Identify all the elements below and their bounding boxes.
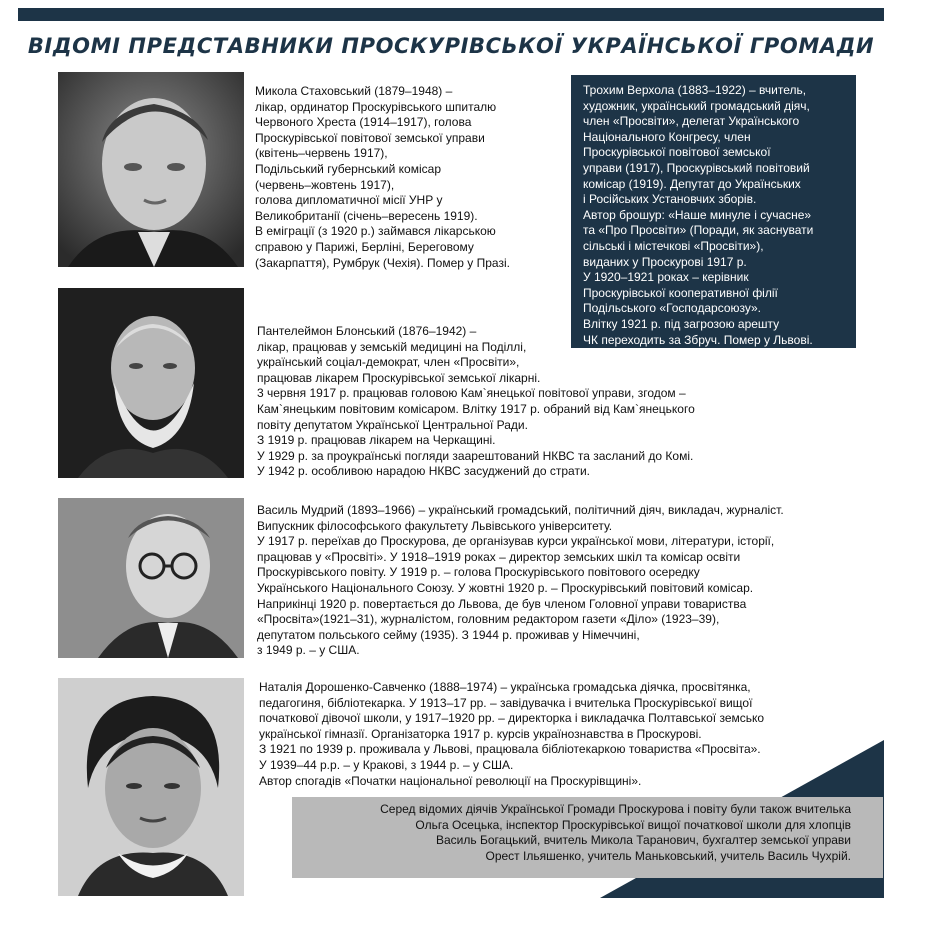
page-title: ВІДОМІ ПРЕДСТАВНИКИ ПРОСКУРІВСЬКОЇ УКРАЇНСЬКОЇ ГРОМАДИ bbox=[27, 34, 875, 58]
bio-text-4: Наталія Дорошенко-Савченко (1888–1974) – українська громадська діячка, просвітянка, педагогиня, бібліотекарка. У 1913–17 рр. – завідувачка і вчителька Проскурівської вищої початкової дівочої школи, у 1917–1920 рр. – директорка і викладачка Полтавської земсько української гімназії. Організаторка 1917 р. курсів українознавства в Проскурові. З 1921 по 1939 р. проживала у Львові, працювала бібліотекаркою товариства «Просвіта». У 1939–44 р.р. – у Кракові, з 1944 р. – у США. Автор спогадів «Початки національної революції на Проскурівщині». bbox=[259, 680, 765, 788]
bio-text-1: Микола Стаховський (1879–1948) – лікар, ординатор Проскурівського шпиталю Червоного Хреста (1914–1917), голова Проскурівської повітової земської управи (квітень–червень 1917), Подільський губернський комісар (червень–жовтень 1917), голова дипломатичної місії УНР у Великобританії (січень–вересень 1919). В еміграції (з 1920 р.) займався лікарською справою у Парижі, Берліні, Береговому (Закарпаття), Румбрук (Чехія). Помер у Празі. bbox=[255, 84, 510, 270]
portrait-photo-4 bbox=[58, 678, 244, 896]
top-banner-bar bbox=[18, 8, 884, 21]
portrait-photo-1 bbox=[58, 72, 244, 267]
bio-text-2: Пантелеймон Блонський (1876–1942) – лікар, працював у земській медицині на Поділлі, український соціал-демократ, член «Просвіти», працював лікарем Проскурівської земської лікарні. 3 червня 1917 р. працював головою Кам`янецької повітової управи, згодом – Кам`янецьким повітовим комісаром. Влітку 1917 р. обраний від Кам`янецького повіту депутатом Української Центральної Ради. З 1919 р. працював лікарем на Черкащині. У 1929 р. за проукраїнські погляди заарештований НКВС та засланий до Комі. У 1942 р. особливою нарадою НКВС засуджений до страти. bbox=[257, 324, 695, 479]
portrait-photo-2 bbox=[58, 288, 244, 478]
additional-members-text: Серед відомих діячів Української Громади Проскурова і повіту були також вчителька Ольга Осецька, інспектор Проскурівської вищої початкової школи для хлопців Василь Богацький, вчитель Микола Таранович, бухгалтер земської управи Орест Ільяшенко, учитель Маньковський, учитель Василь Чухрій. bbox=[380, 802, 851, 863]
sidebar-bio-text: Трохим Верхола (1883–1922) – вчитель, художник, український громадський діяч, член «Просвіти», делегат Українського Національного Конгресу, член Проскурівської повітової земської управи (1917), Проскурівський повітовий комісар (1919). Депутат до Українських і Російських Установчих зборів. Автор брошур: «Наше минуле і сучасне» та «Про Просвіти» (Поради, як заснувати сільські і містечкові «Просвіти»), виданих у Проскурові 1917 р. У 1920–1921 роках – керівник Проскурівської кооперативної філії Подільського «Господарсоюзу». Влітку 1921 р. під загрозою арешту ЧК переходить за Збруч. Помер у Львові. bbox=[583, 83, 814, 347]
portrait-photo-3 bbox=[58, 498, 244, 658]
bio-text-3: Василь Мудрий (1893–1966) – український громадський, політичний діяч, викладач, журналіст. Випускник філософського факультету Львівського університету. У 1917 р. переїхав до Проскурова, де організував курси української мови, літератури, історії, працював у «Просвіті». У 1918–1919 роках – директор земських шкіл та комісар освіти Проскурівського повіту. У 1919 р. – голова Проскурівського повітового осередку Українського Національного Союзу. У жовтні 1920 р. – Проскурівський повітовий комісар. Наприкінці 1920 р. повертається до Львова, де був членом Головної управи товариства «Просвіта»(1921–31), журналістом, головним редактором газети «Діло» (1923–39), депутатом польського сейму (1935). З 1944 р. проживав у Німеччині, з 1949 р. – у США. bbox=[257, 503, 784, 658]
